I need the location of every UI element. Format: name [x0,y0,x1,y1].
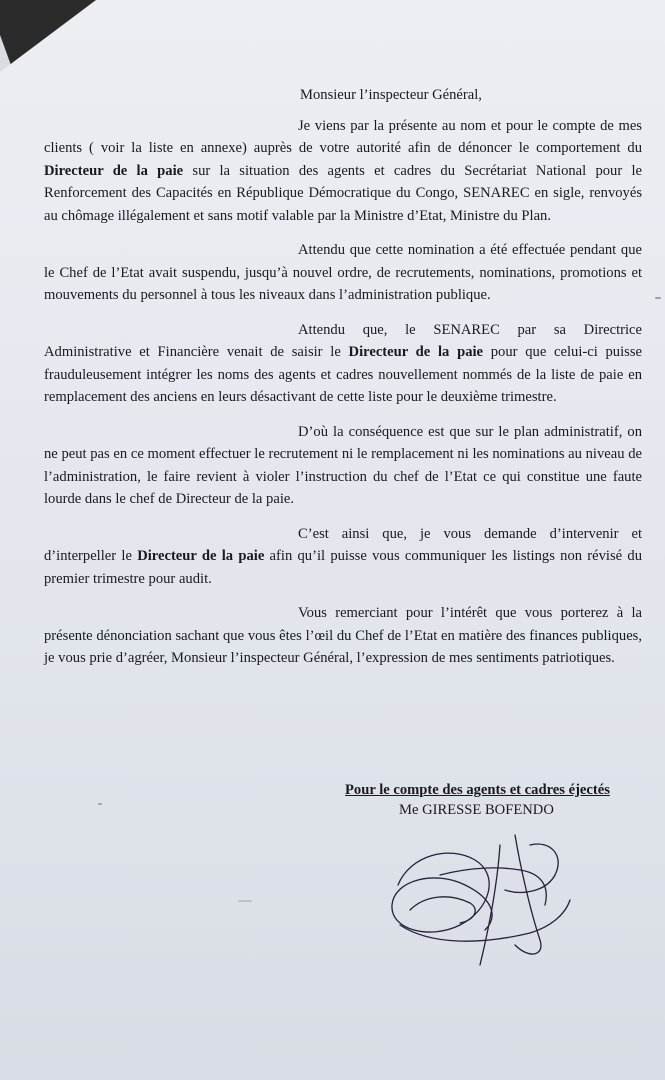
paragraph-3-text-c: pour que celui-ci puisse frauduleusement intégrer les noms des agents et cadres nouvellement nommés de la liste de paie en remplacement des anciens en leurs désactivant de cette liste pour le deuxième trimestre. [44,344,642,405]
paper-speck [238,900,252,902]
paragraph-5-emphasis: Directeur de la paie [137,548,265,564]
paragraph-1-emphasis: Directeur de la paie [44,162,184,179]
paragraph-5 [44,523,642,591]
paper-speck [98,803,102,805]
paragraph-6: Vous remerciant pour l’intérêt que vous porterez à la présente dénonciation sachant que vous êtes l’œil du Chef de l’Etat en matière des finances publiques, je vous prie d’agréer, Monsieur l’inspecteur Général, l’expression de mes sentiments patriotiques. [44,605,642,666]
signature-stroke [410,897,475,923]
signature-stroke [515,835,541,954]
paragraph-4: D’où la conséquence est que sur le plan administratif, on ne peut pas en ce moment effectuer le recrutement ni le remplacement ni les nominations au niveau de l’administration, le faire revient à violer l’instruction du chef de l’Etat ce qui constitue une faute lourde dans le chef de Directeur de la paie. [44,423,642,507]
paper-speck [655,297,661,299]
signature-stroke [505,844,558,892]
signature-stroke [400,900,570,941]
paragraph-1-text-c: sur la situation des agents et cadres du Secrétariat National pour le Renforcement des Capacités en République Démocratique du Congo, SENAREC en sigle, renvoyés au chômage illégalement et sans motif valable par la Ministre d’Etat, Ministre du Plan. [44,162,643,224]
salutation: Monsieur l’inspecteur Général, [300,87,482,103]
signature-stroke [392,853,492,932]
letter-body [44,84,642,682]
signoff-block [345,780,645,820]
signoff-title: Pour le compte des agents et cadres éjectés [345,782,610,798]
paragraph-3-text-a: Attendu que, le SENAREC par sa Directrice Administrative et Financière venait de saisir le [44,321,642,360]
signatory-name: Me GIRESSE BOFENDO [399,802,554,818]
paragraph-2: Attendu que cette nomination a été effectuée pendant que le Chef de l’Etat avait suspendu, jusqu’à nouvel ordre, de recrutements, nominations, promotions et mouvements du personnel à tous les niveaux dans l’administration publique. [44,242,642,303]
paragraph-3 [44,319,642,409]
paragraph-1 [44,115,642,228]
paragraph-5-text-c: afin qu’il puisse vous communiquer les listings non révisé du premier trimestre pour audit. [44,548,643,587]
paragraph-5-text-a: C’est ainsi que, je vous demande d’intervenir et d’interpeller le [44,525,642,564]
paragraph-3-emphasis: Directeur de la paie [348,344,484,360]
handwritten-signature-icon [380,815,580,985]
paragraph-1-text-a: Je viens par la présente au nom et pour le compte de mes clients ( voir la liste en annexe) auprès de votre autorité afin de dénoncer le comportement du [44,117,642,156]
